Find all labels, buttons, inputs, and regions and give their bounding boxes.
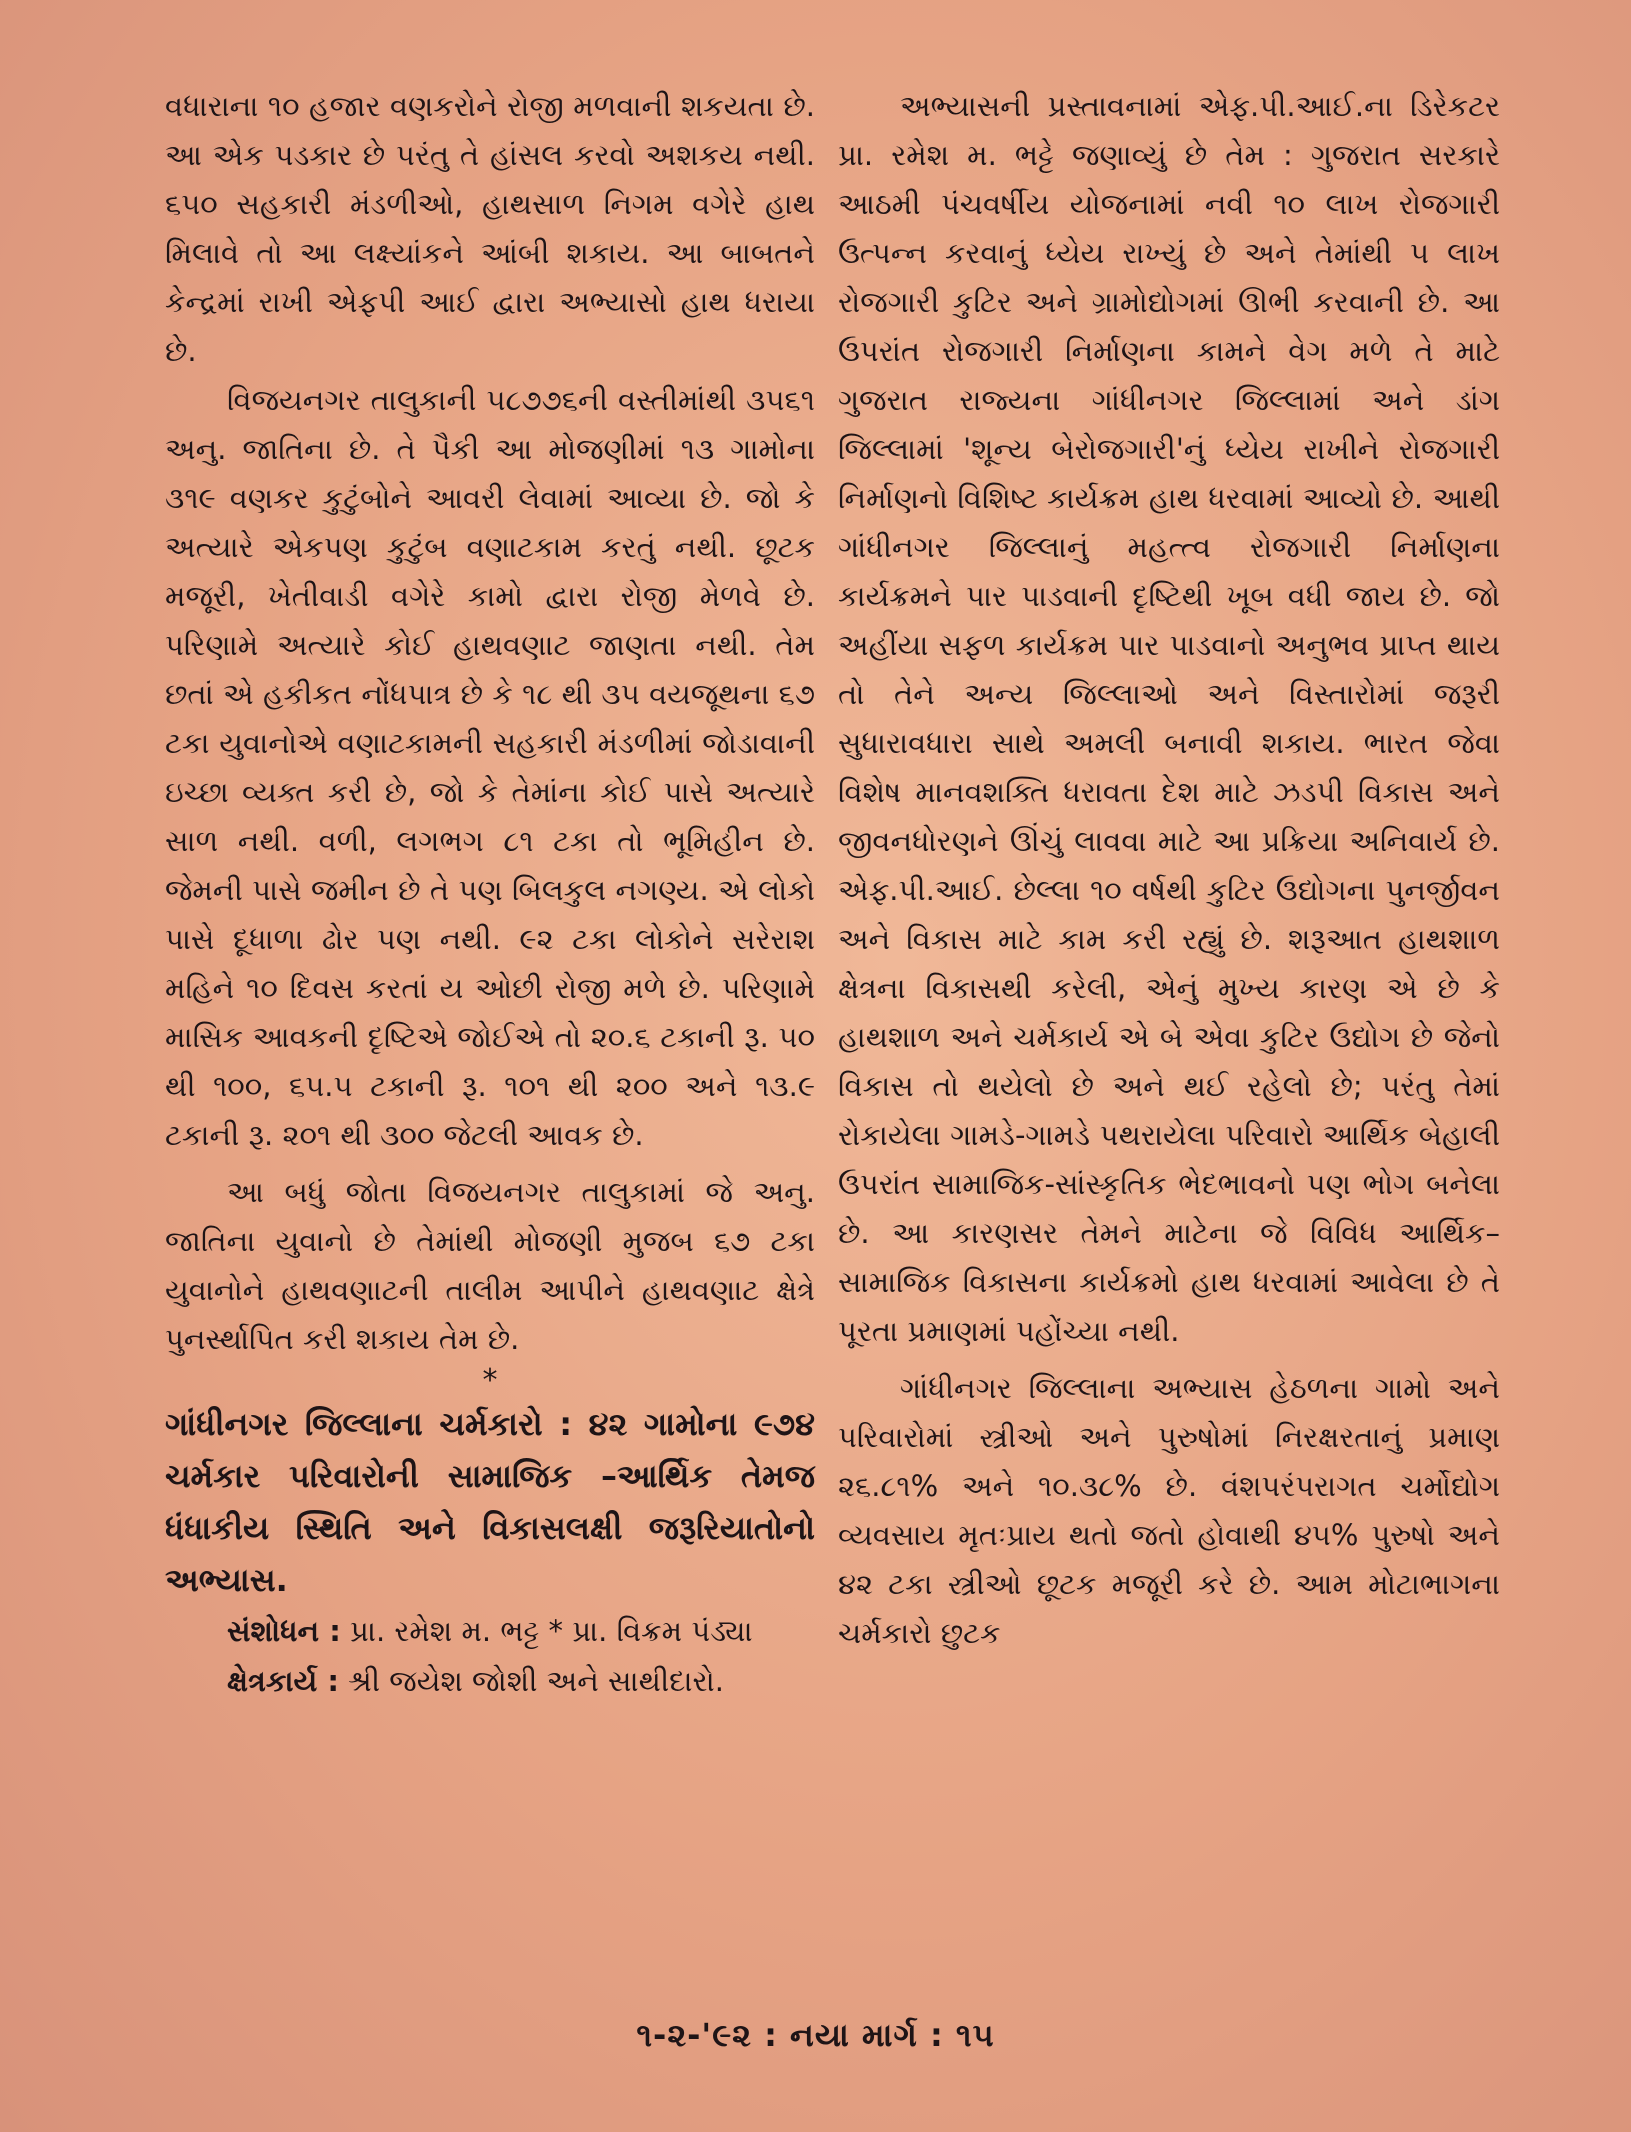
paragraph: આ બધું જોતા વિજયનગર તાલુકામાં જે અનુ. જાતિના યુવાનો છે તેમાંથી મોજણી મુજબ ૬૭ ટકા યુવાનોને હાથવણાટની તાલીમ આપીને હાથવણાટ ક્ષેત્રે પુનર્સ્થાપિત કરી શકાય તેમ છે.: [165, 1175, 815, 1356]
research-value: પ્રા. રમેશ મ. ભટ્ટ * પ્રા. વિક્રમ પંડ્યા: [350, 1614, 753, 1648]
paragraph: ગાંધીનગર જિલ્લાના અભ્યાસ હેઠળના ગામો અને પરિવારોમાં સ્ત્રીઓ અને પુરુષોમાં નિરક્ષરતાનું પ્રમાણ ૨૬.૮૧% અને ૧૦.૩૮% છે. વંશપરંપરાગત ચર્મોદ્યોગ વ્યવસાય મૃતઃપ્રાય થતો જતો હોવાથી ૪૫% પુરુષો અને ૪૨ ટકા સ્ત્રીઓ છૂટક મજૂરી કરે છે. આમ મોટાભાગના ચર્મકારો છુટક: [838, 1371, 1500, 1650]
fieldwork-value: શ્રી જયેશ જોશી અને સાથીદારો.: [348, 1664, 724, 1698]
section-heading: ગાંધીનગર જિલ્લાના ચર્મકારો : ૪૨ ગામોના ૯૭૪ ચર્મકાર પરિવારોની સામાજિક –આર્થિક તેમજ ધંધાકીય સ્થિતિ અને વિકાસલક્ષી જરૂરિયાતોનો અભ્યાસ.: [165, 1405, 815, 1599]
fieldwork-credit: [165, 1656, 815, 1706]
paragraph: અભ્યાસની પ્રસ્તાવનામાં એફ.પી.આઈ.ના ડિરેકટર પ્રા. રમેશ મ. ભટ્ટે જણાવ્યું છે તેમ : ગુજરાત સરકારે આઠમી પંચવર્ષીય યોજનામાં નવી ૧૦ લાખ રોજગારી ઉત્પન્ન કરવાનું ધ્યેય રાખ્યું છે અને તેમાંથી ૫ લાખ રોજગારી કુટિર અને ગ્રામોદ્યોગમાં ઊભી કરવાની છે. આ ઉપરાંત રોજગારી નિર્માણના કામને વેગ મળે તે માટે ગુજરાત રાજ્યના ગાંધીનગર જિલ્લામાં અને ડાંગ જિલ્લામાં 'શૂન્ય બેરોજગારી'નું ધ્યેય રાખીને રોજગારી નિર્માણનો વિશિષ્ટ કાર્યક્રમ હાથ ધરવામાં આવ્યો છે. આથી ગાંધીનગર જિલ્લાનું મહત્ત્વ રોજગારી નિર્માણના કાર્યક્રમને પાર પાડવાની દૃષ્ટિથી ખૂબ વધી જાય છે. જો અહીંયા સફળ કાર્યક્રમ પાર પાડવાનો અનુભવ પ્રાપ્ત થાય તો તેને અન્ય જિલ્લાઓ અને વિસ્તારોમાં જરૂરી સુધારાવધારા સાથે અમલી બનાવી શકાય. ભારત જેવા વિશેષ માનવશક્તિ ધરાવતા દેશ માટે ઝડપી વિકાસ અને જીવનધોરણને ઊંચું લાવવા માટે આ પ્રક્રિયા અનિવાર્ય છે. એફ.પી.આઈ. છેલ્લા ૧૦ વર્ષથી કુટિર ઉદ્યોગના પુનર્જીવન અને વિકાસ માટે કામ કરી રહ્યું છે. શરૂઆત હાથશાળ ક્ષેત્રના વિકાસથી કરેલી, એનું મુખ્ય કારણ એ છે કે હાથશાળ અને ચર્મકાર્ય એ બે એવા કુટિર ઉદ્યોગ છે જેનો વિકાસ તો થયેલો છે અને થઈ રહેલો છે; પરંતુ તેમાં રોકાયેલા ગામડે-ગામડે પથરાયેલા પરિવારો આર્થિક બેહાલી ઉપરાંત સામાજિક-સાંસ્કૃતિક ભેદભાવનો પણ ભોગ બનેલા છે. આ કારણસર તેમને માટેના જે વિવિધ આર્થિક–સામાજિક વિકાસના કાર્યક્રમો હાથ ધરવામાં આવેલા છે તે પૂરતા પ્રમાણમાં પહોંચ્યા નથી.: [838, 89, 1500, 1348]
research-credit: [165, 1606, 815, 1656]
paragraph: વધારાના ૧૦ હજાર વણકરોને રોજી મળવાની શકયતા છે. આ એક પડકાર છે પરંતુ તે હાંસલ કરવો અશકય નથી. ૬૫૦ સહકારી મંડળીઓ, હાથસાળ નિગમ વગેરે હાથ મિલાવે તો આ લક્ષ્યાંકને આંબી શકાય. આ બાબતને કેન્દ્રમાં રાખી એફપી આઈ દ્વારા અભ્યાસો હાથ ધરાયા છે.: [165, 89, 815, 368]
research-label: સંશોધન :: [227, 1614, 341, 1648]
fieldwork-label: ક્ષેત્રકાર્ય :: [227, 1664, 339, 1698]
page-footer: ૧-૨-'૯૨ : નયા માર્ગ : ૧૫: [636, 2016, 995, 2054]
section-separator: *: [482, 1363, 498, 1398]
left-column: [165, 82, 815, 1706]
paragraph: વિજયનગર તાલુકાની ૫૮૭૭૬ની વસ્તીમાંથી ૩૫૬૧ અનુ. જાતિના છે. તે પૈકી આ મોજણીમાં ૧૩ ગામોના ૩૧૯ વણકર કુટુંબોને આવરી લેવામાં આવ્યા છે. જો કે અત્યારે એકપણ કુટુંબ વણાટકામ કરતું નથી. છૂટક મજૂરી, ખેતીવાડી વગેરે કામો દ્વારા રોજી મેળવે છે. પરિણામે અત્યારે કોઈ હાથવણાટ જાણતા નથી. તેમ છતાં એ હકીકત નોંધપાત્ર છે કે ૧૮ થી ૩૫ વયજૂથના ૬૭ ટકા યુવાનોએ વણાટકામની સહકારી મંડળીમાં જોડાવાની ઇચ્છા વ્યક્ત કરી છે, જો કે તેમાંના કોઈ પાસે અત્યારે સાળ નથી. વળી, લગભગ ૮૧ ટકા તો ભૂમિહીન છે. જેમની પાસે જમીન છે તે પણ બિલકુલ નગણ્ય. એ લોકો પાસે દૂધાળા ઢોર પણ નથી. ૯૨ ટકા લોકોને સરેરાશ મહિને ૧૦ દિવસ કરતાં ય ઓછી રોજી મળે છે. પરિણામે માસિક આવકની દૃષ્ટિએ જોઈએ તો ૨૦.૬ ટકાની રૂ. ૫૦ થી ૧૦૦, ૬૫.૫ ટકાની રૂ. ૧૦૧ થી ૨૦૦ અને ૧૩.૯ ટકાની રૂ. ૨૦૧ થી ૩૦૦ જેટલી આવક છે.: [165, 383, 815, 1152]
right-column: [838, 82, 1500, 1658]
